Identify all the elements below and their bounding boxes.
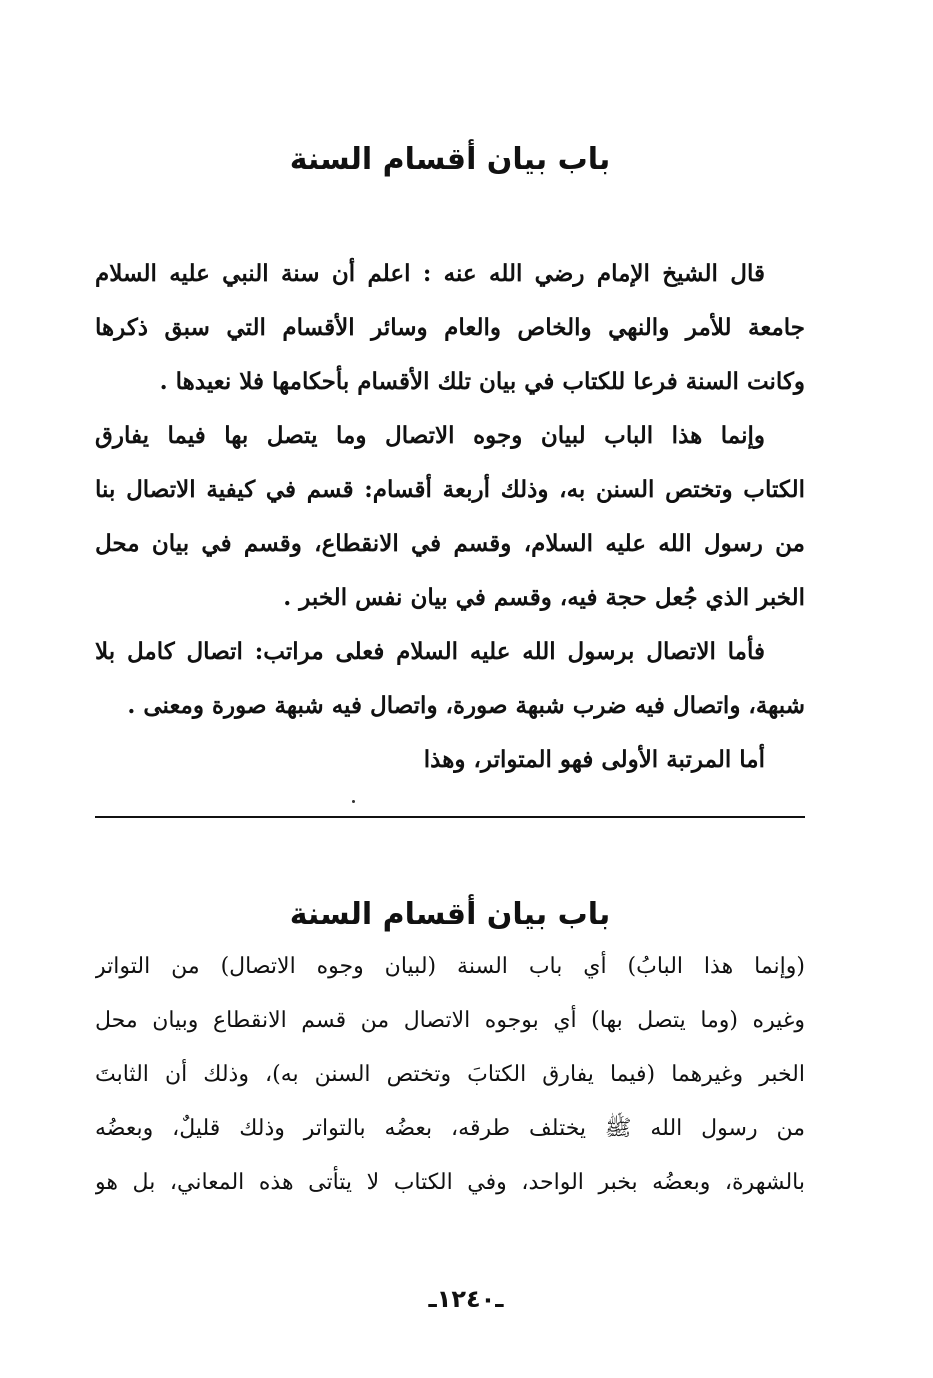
chapter-title-bottom: باب بيان أقسام السنة — [289, 897, 611, 932]
main-text-line: الخبر الذي جُعل حجة فيه، وقسم في بيان نفس الخبر . — [283, 584, 805, 611]
main-text-line: وكانت السنة فرعا للكتاب في بيان تلك الأقسام بأحكامها فلا نعيدها . — [159, 368, 805, 395]
commentary-text-line: من رسول الله ﷺ يختلف طرقه، بعضُه بالتواتر وذلك قليلٌ، وبعضُه — [95, 1116, 805, 1141]
page-number: ـ١٢٤٠ـ — [428, 1285, 504, 1313]
section-divider — [95, 816, 805, 818]
main-text-block — [95, 247, 805, 787]
main-text-line: قال الشيخ الإمام رضي الله عنه : اعلم أن سنة النبي عليه السلام — [95, 260, 765, 287]
main-text-line: فأما الاتصال برسول الله عليه السلام فعلى مراتب: اتصال كامل بلا — [95, 638, 765, 665]
main-text-line: شبهة، واتصال فيه ضرب شبهة صورة، واتصال فيه شبهة صورة ومعنى . — [127, 692, 805, 719]
main-text-line: جامعة للأمر والنهي والخاص والعام وسائر الأقسام التي سبق ذكرها — [95, 314, 805, 341]
commentary-text-block — [95, 940, 805, 1210]
main-text-line: الكتاب وتختص السنن به، وذلك أربعة أقسام: قسم في كيفية الاتصال بنا — [95, 476, 805, 503]
commentary-text-line: وغيره (وما يتصل بها) أي بوجوه الاتصال من قسم الانقطاع وبيان محل — [95, 1008, 805, 1033]
commentary-text-line: (وإنما هذا البابُ) أي باب السنة (لبيان وجوه الاتصال) من التواتر — [95, 954, 805, 979]
main-text-line: وإنما هذا الباب لبيان وجوه الاتصال وما يتصل بها فيما يفارق — [95, 422, 765, 449]
commentary-text-line: الخبر وغيرهما (فيما يفارق الكتابَ وتختص السنن به)، وذلك أن الثابتَ — [95, 1062, 805, 1087]
ink-dot — [352, 800, 355, 803]
chapter-title-top: باب بيان أقسام السنة — [289, 142, 611, 177]
commentary-text-line: بالشهرة، وبعضُه بخبر الواحد، وفي الكتاب لا يتأتى هذه المعاني، بل هو — [95, 1170, 805, 1195]
main-text-line: أما المرتبة الأولى فهو المتواتر، وهذا — [423, 746, 765, 773]
main-text-line: من رسول الله عليه السلام، وقسم في الانقطاع، وقسم في بيان محل — [95, 530, 805, 557]
